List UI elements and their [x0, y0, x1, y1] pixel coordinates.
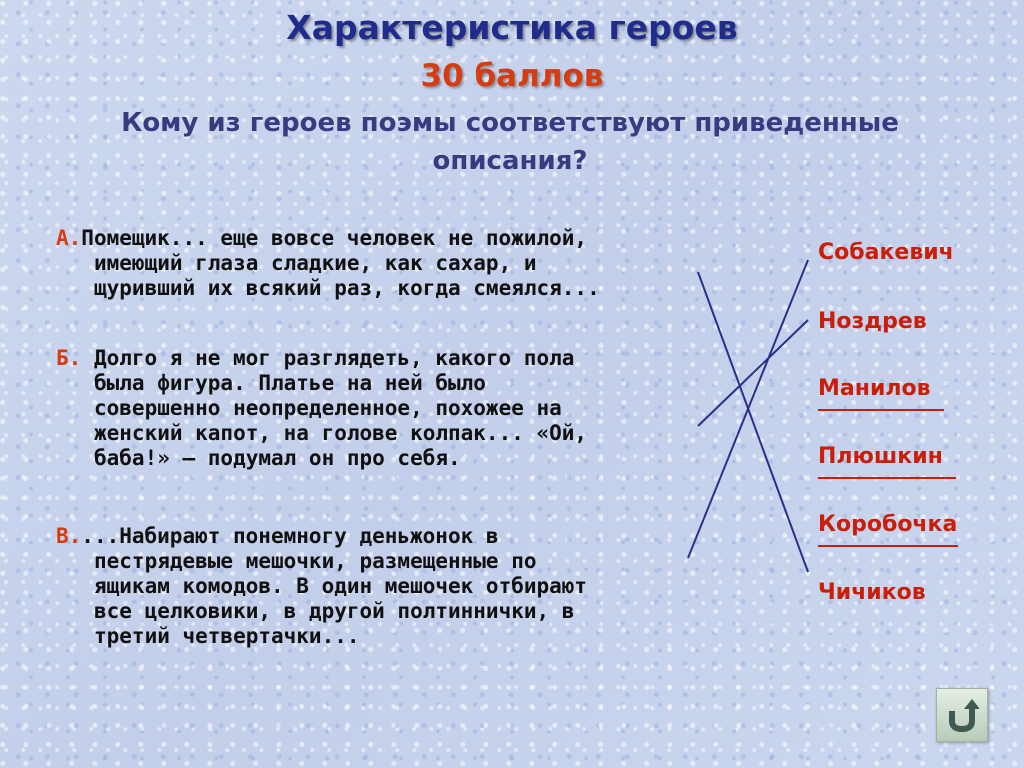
description-letter: Б.: [56, 346, 82, 370]
hero-sobakevich[interactable]: Собакевич: [818, 240, 954, 265]
description-line: совершенно неопределенное, похожее на: [94, 396, 562, 420]
description-letter: А.: [56, 226, 82, 250]
points-label: 30 баллов: [420, 58, 604, 94]
hero-chichikov[interactable]: Чичиков: [818, 580, 926, 605]
description-line: баба!» — подумал он про себя.: [94, 446, 461, 470]
description-b: [56, 346, 736, 471]
description-c: [56, 524, 736, 649]
description-line: Долго я не мог разглядеть, какого пола: [81, 346, 575, 370]
description-line: ящикам комодов. В один мешочек отбирают: [94, 574, 588, 598]
slide-title: Характеристика героев: [286, 8, 738, 47]
description-line: имеющий глаза сладкие, как сахар, и: [94, 251, 537, 275]
description-line: третий четвертачки...: [94, 624, 360, 648]
description-line: была фигура. Платье на ней было: [94, 371, 486, 395]
description-line: ...Набирают понемногу деньжонок в: [81, 524, 499, 548]
hero-plyushkin[interactable]: Плюшкин: [818, 444, 956, 479]
hero-nozdrev[interactable]: Ноздрев: [818, 309, 927, 334]
description-letter: В.: [56, 524, 82, 548]
description-line: щуривший их всякий раз, когда смеялся...: [94, 276, 600, 300]
description-line: пестрядевые мешочки, размещенные по: [94, 549, 537, 573]
return-arrow-icon: [945, 697, 979, 733]
hero-korobochka[interactable]: Коробочка: [818, 512, 958, 547]
description-line: Помещик... еще вовсе человек не пожилой,: [81, 226, 588, 250]
description-line: женский капот, на голове колпак... «Ой,: [94, 421, 588, 445]
description-line: все целковики, в другой полтиннички, в: [94, 599, 575, 623]
description-a: [56, 226, 736, 301]
back-button[interactable]: [936, 688, 988, 742]
question-text: Кому из героев поэмы соответствуют приведенные описания?: [121, 108, 899, 176]
hero-manilov[interactable]: Манилов: [818, 376, 944, 411]
